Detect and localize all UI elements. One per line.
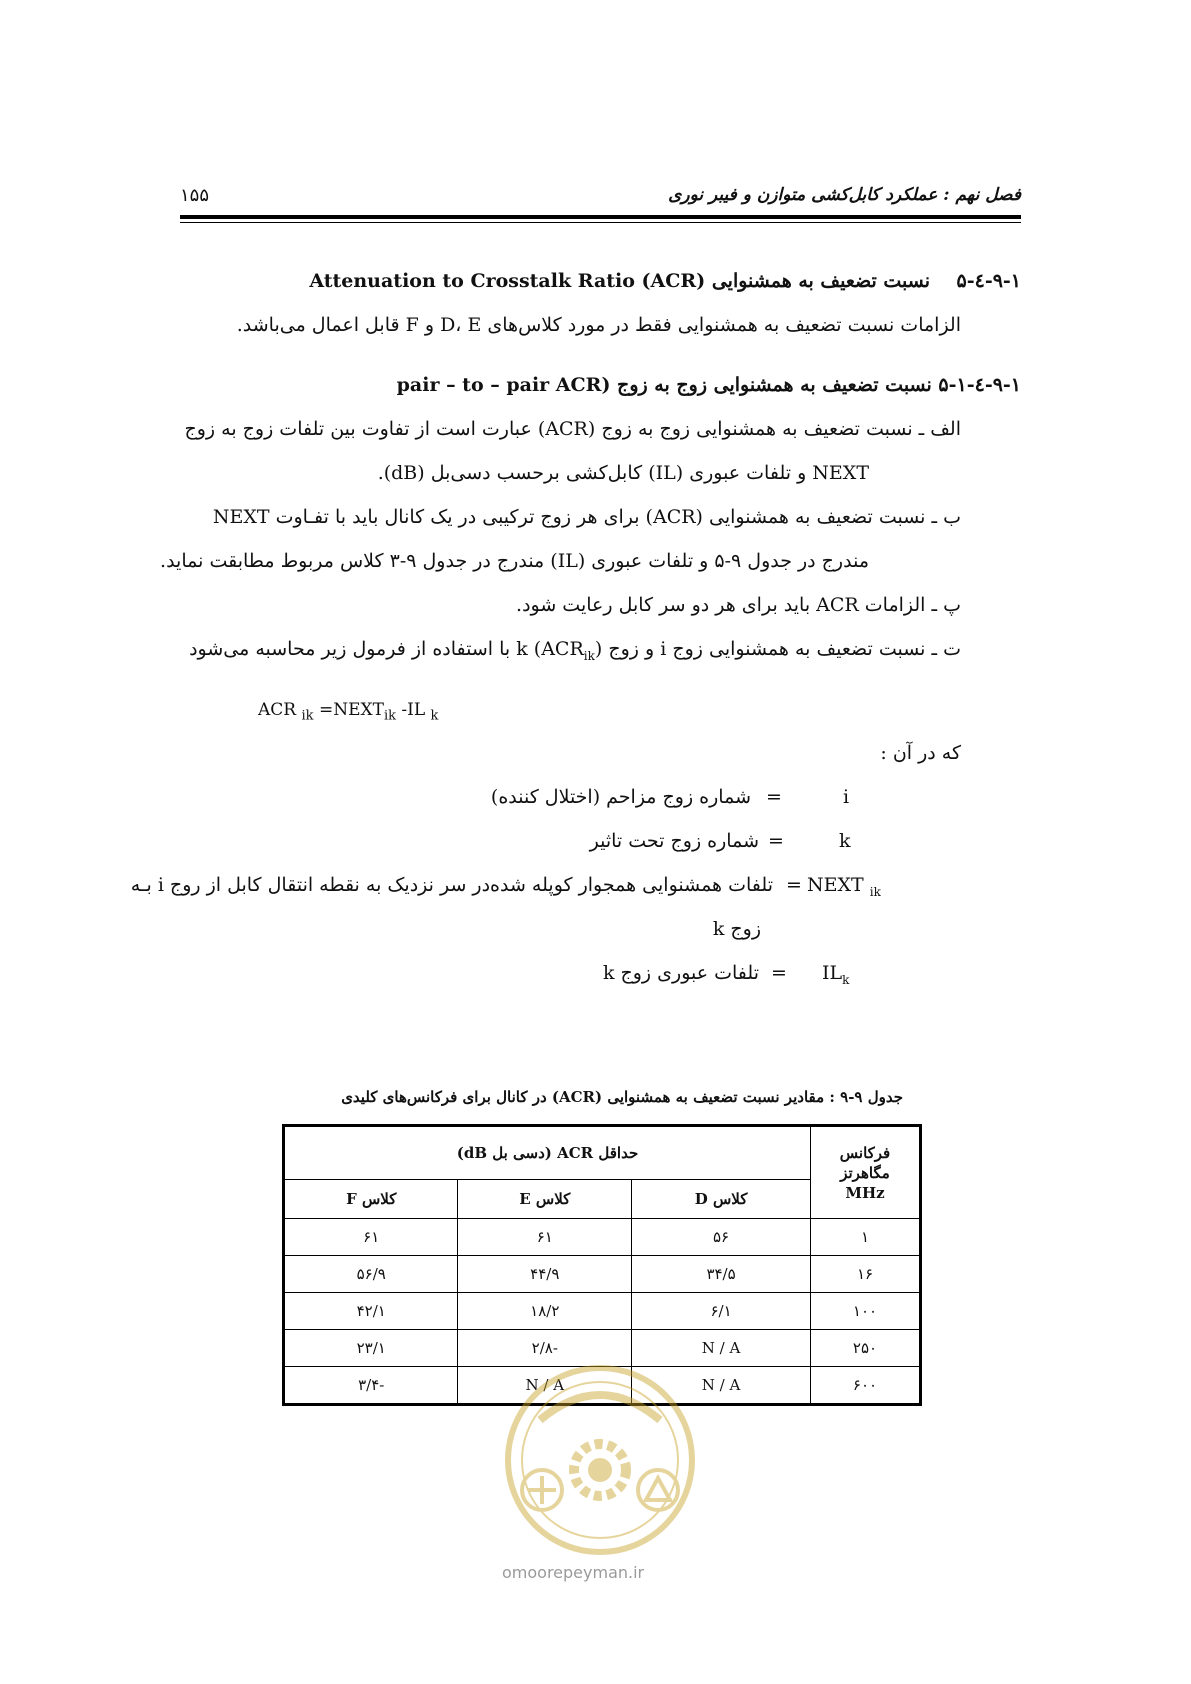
item-be-line2: مندرج در جدول ۹-۵ و تلفات عبوری (IL) مندرج در جدول ۹-۳ کلاس مربوط مطابقت نماید. [160, 550, 869, 572]
def-i-symbol: i [843, 786, 850, 808]
freq-header: فرکانس مگاهرتز MHz [811, 1126, 921, 1219]
table-row [284, 1219, 921, 1256]
section-heading [309, 270, 1021, 292]
cell-freq: ۶۰۰ [811, 1367, 921, 1405]
class-e-header: کلاس E [458, 1180, 632, 1219]
class-f-header: کلاس F [284, 1180, 458, 1219]
cell-class-e: ۶۱ [458, 1219, 632, 1256]
item-alef-line1: الف ـ نسبت تضعیف به همشنوایی زوج به زوج (ACR) عبارت است از تفاوت بین تلفات زوج به زوج [184, 418, 961, 440]
cell-class-e: N / A [458, 1367, 632, 1405]
def-i-text: شماره زوج مزاحم (اختلال کننده) [490, 786, 751, 808]
cell-class-d: ۶/۱ [632, 1293, 811, 1330]
header-rule-thin [180, 222, 1021, 223]
cell-class-d: ۳۴/۵ [632, 1256, 811, 1293]
def-i-equals: = [766, 786, 782, 808]
def-k-symbol: k [839, 830, 851, 852]
cell-class-d: N / A [632, 1330, 811, 1367]
cell-class-f: ۵۶/۹ [284, 1256, 458, 1293]
section-body: الزامات نسبت تضعیف به همشنوایی فقط در مورد کلاس‌های D، E و F قابل اعمال می‌باشد. [236, 314, 961, 336]
table-row [284, 1293, 921, 1330]
class-d-header: کلاس D [632, 1180, 811, 1219]
cell-class-e: ۴۴/۹ [458, 1256, 632, 1293]
section-number: ۹-۱-٤-۵ [956, 270, 1021, 292]
watermark-site: omoorepeyman.ir [502, 1563, 645, 1582]
cell-class-e: -۲/۸ [458, 1330, 632, 1367]
cell-freq: ۱۰۰ [811, 1293, 921, 1330]
header-rule-thick [180, 215, 1021, 219]
def-next-text-line2: زوج k [712, 918, 761, 940]
running-header [180, 185, 1021, 215]
chapter-title: فصل نهم : عملکرد کابل‌کشی متوازن و فیبر نوری [668, 185, 1021, 205]
section-title: نسبت تضعیف به همشنوایی (Attenuation to Crosstalk Ratio (ACR [309, 270, 931, 292]
def-next-symbol: NEXT $_{ik}$ [807, 874, 881, 899]
def-il-symbol: $IL_k$ [822, 962, 850, 987]
item-te: ت ـ نسبت تضعیف به همشنوایی زوج i و زوج k $(ACR_{ik})$ با استفاده از فرمول زیر محاسبه می‌شود [189, 638, 961, 663]
cell-class-f: ۴۲/۱ [284, 1293, 458, 1330]
item-alef-line2: NEXT و تلفات عبوری (IL) کابل‌کشی برحسب دسی‌بل (dB). [377, 462, 869, 484]
subsection-heading: ۹-۱-٤-۵-۱ نسبت تضعیف به همشنوایی زوج به زوج (pair – to – pair ACR [396, 374, 1021, 396]
cell-class-d: N / A [632, 1367, 811, 1405]
cell-freq: ۲۵۰ [811, 1330, 921, 1367]
def-next-text-line1: تلفات همشنوایی همجوار کوپله شده‌در سر نزدیک به نقطه انتقال کابل از روج i بـه [130, 874, 773, 896]
cell-class-e: ۱۸/۲ [458, 1293, 632, 1330]
item-pe: پ ـ الزامات ACR باید برای هر دو سر کابل رعایت شود. [516, 594, 961, 616]
cell-class-d: ۵۶ [632, 1219, 811, 1256]
table-header-row [284, 1126, 921, 1180]
cell-freq: ۱ [811, 1219, 921, 1256]
table-row [284, 1256, 921, 1293]
def-next-equals: = [786, 874, 802, 896]
watermark-logo [480, 1350, 720, 1570]
acr-formula: ACR $_{ik} =NEXT_{ik}$ -IL $_k$ [258, 700, 439, 724]
def-k-text: شماره زوج تحت تاثیر [589, 830, 759, 852]
def-il-equals: = [771, 962, 787, 984]
cell-class-f: ۶۱ [284, 1219, 458, 1256]
table-caption: جدول ۹-۹ : مقادیر نسبت تضعیف به همشنوایی (ACR) در کانال برای فرکانس‌های کلیدی [341, 1088, 903, 1106]
item-be-line1: ب ـ نسبت تضعیف به همشنوایی (ACR) برای هر زوج ترکیبی در یک کانال باید با تفـاوت NEXT [212, 506, 961, 528]
cell-class-f: ۲۳/۱ [284, 1330, 458, 1367]
cell-freq: ۱۶ [811, 1256, 921, 1293]
def-il-text: تلفات عبوری زوج k [602, 962, 759, 984]
def-k-equals: = [768, 830, 784, 852]
page-number: ۱۵۵ [180, 185, 210, 206]
definitions-intro: که در آن : [880, 742, 961, 764]
cell-class-f: -۳/۴ [284, 1367, 458, 1405]
min-acr-header: حداقل ACR (دسی بل dB) [284, 1126, 811, 1180]
